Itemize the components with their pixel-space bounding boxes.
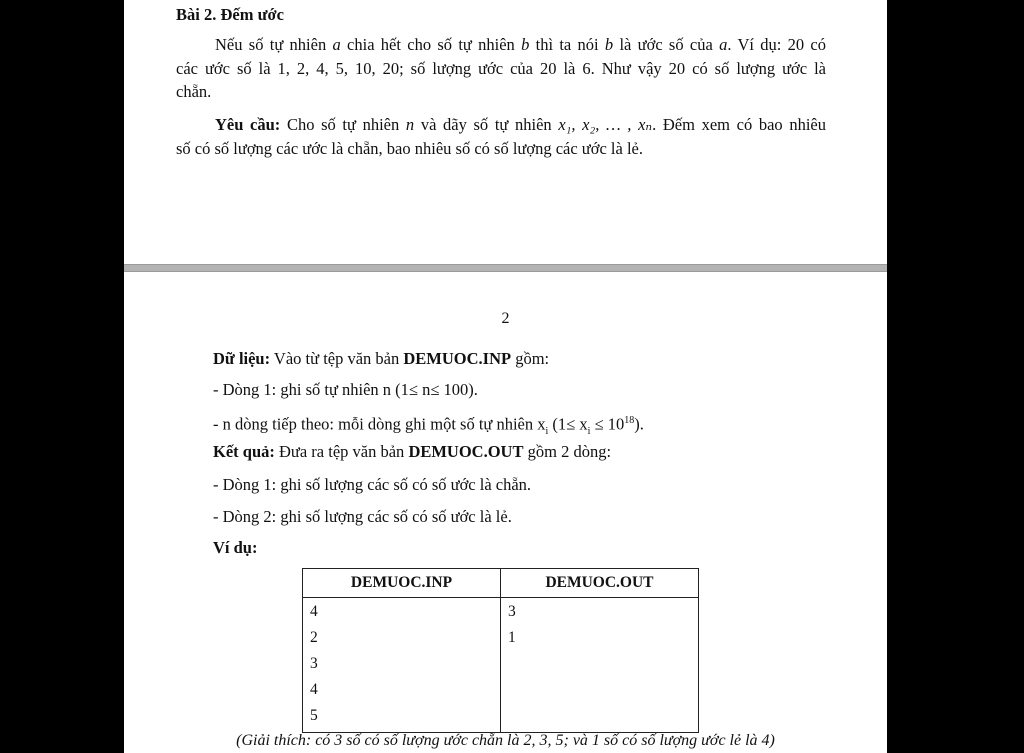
inp-line: 4 xyxy=(310,681,318,698)
para1-line2: các ước số là 1, 2, 4, 5, 10, 20; số lượng ước của 20 là 6. Như vậy 20 có số lượng ước là xyxy=(176,59,826,78)
output-line-1: - Dòng 1: ghi số lượng các số có số ước là chẵn. xyxy=(213,475,532,494)
input-spec: Dữ liệu: Vào từ tệp văn bản DEMUOC.INP gồm: xyxy=(213,349,550,368)
document-page-2 xyxy=(124,272,887,753)
output-spec: Kết quả: Đưa ra tệp văn bản DEMUOC.OUT gồm 2 dòng: xyxy=(213,442,612,461)
para2-line2: số có số lượng các ước là chẵn, bao nhiêu số có số lượng các ước là lẻ. xyxy=(176,139,643,158)
inp-line: 4 xyxy=(310,603,318,620)
explanation-note: (Giải thích: có 3 số có số lượng ước chẵn là 2, 3, 5; và 1 số có số lượng ước lẻ là 4) xyxy=(236,732,775,749)
para1-line1: Nếu số tự nhiên a chia hết cho số tự nhiên b thì ta nói b là ước số của a. Ví dụ: 20 có xyxy=(215,35,826,54)
example-table xyxy=(302,568,699,733)
page-number: 2 xyxy=(501,310,510,327)
out-line: 1 xyxy=(508,629,516,646)
problem-title: Bài 2. Đếm ước xyxy=(176,5,284,24)
inp-line: 2 xyxy=(310,629,318,646)
table-header-inp: DEMUOC.INP xyxy=(303,569,501,598)
para1-line3: chẵn. xyxy=(176,82,212,101)
input-line-2: - n dòng tiếp theo: mỗi dòng ghi một số tự nhiên $x_i$ $(1\le x_i \le 10^{18})$. xyxy=(213,414,644,437)
table-cell-out xyxy=(501,598,699,733)
table-cell-inp xyxy=(303,598,501,733)
example-label: Ví dụ: xyxy=(213,538,258,557)
inp-line: 5 xyxy=(310,707,318,724)
input-line-1: - Dòng 1: ghi số tự nhiên n (1≤ n≤ 100). xyxy=(213,380,478,399)
document-page-1 xyxy=(124,0,887,264)
out-line: 3 xyxy=(508,603,516,620)
table-header-out: DEMUOC.OUT xyxy=(501,569,699,598)
page-separator xyxy=(124,264,887,272)
para2-line1: Yêu cầu: Cho số tự nhiên n và dãy số tự nhiên x₁, x₂, … , xₙ. Đếm xem có bao nhiêu xyxy=(215,115,826,134)
output-line-2: - Dòng 2: ghi số lượng các số có số ước là lẻ. xyxy=(213,507,512,526)
inp-line: 3 xyxy=(310,655,318,672)
